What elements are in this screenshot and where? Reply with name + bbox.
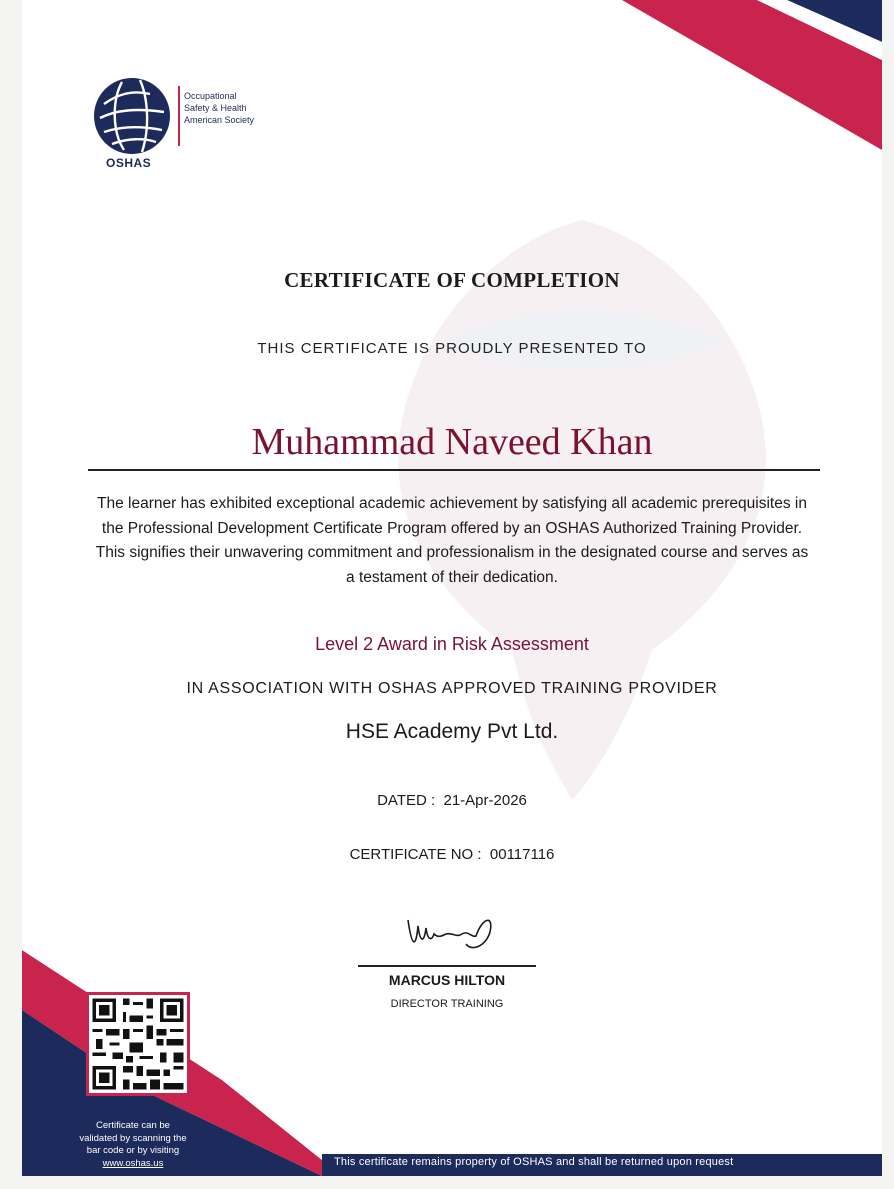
signatory-name: MARCUS HILTON [388, 972, 506, 988]
logo-divider [178, 86, 180, 146]
org-full-name [184, 90, 324, 126]
verification-link[interactable]: www.oshas.us [102, 1157, 164, 1169]
recipient-name: Muhammad Naveed Khan [251, 421, 653, 463]
top-right-band [582, 0, 882, 160]
association-line: IN ASSOCIATION WITH OSHAS APPROVED TRAINING PROVIDER [186, 680, 718, 697]
signatory-role: DIRECTOR TRAINING [390, 998, 504, 1010]
issue-date [22, 792, 882, 809]
certno-label: CERTIFICATE NO : [349, 846, 482, 863]
qr-caption-line: bar code or by visiting [86, 1145, 180, 1156]
course-title: Level 2 Award in Risk Assessment [315, 634, 589, 654]
org-name-line: American Society [184, 115, 255, 125]
dated-label: DATED : [377, 792, 436, 809]
presented-to-line: THIS CERTIFICATE IS PROUDLY PRESENTED TO [257, 340, 647, 357]
qr-caption-line: validated by scanning the [79, 1132, 187, 1144]
footer-note: This certificate remains property of OSHAS and shall be returned upon request [334, 1156, 734, 1168]
signature-icon [402, 908, 502, 960]
certificate-page [22, 0, 882, 1176]
certificate-number [22, 846, 882, 863]
dated-value: 21-Apr-2026 [443, 792, 527, 809]
signature-line [358, 965, 536, 967]
achievement-statement: The learner has exhibited exceptional academic achievement by satisfying all academic prerequisites in the Professional Development Certificate Program offered by an OSHAS Authorized Training Provider. This signifies their unwavering commitment and professionalism in the designated course and serves as a testament of their dedication. [95, 495, 809, 586]
qr-caption [66, 1120, 200, 1170]
name-underline [88, 469, 820, 471]
qr-code-icon [89, 995, 187, 1093]
qr-caption-line: Certificate can be [96, 1120, 170, 1131]
certificate-title: CERTIFICATE OF COMPLETION [284, 268, 620, 292]
verification-qr[interactable] [86, 992, 190, 1096]
training-provider: HSE Academy Pvt Ltd. [345, 720, 559, 743]
org-name-line: Safety & Health [184, 103, 247, 113]
org-abbreviation: OSHAS [106, 156, 152, 170]
globe-icon [92, 76, 172, 156]
org-name-line: Occupational [184, 91, 237, 101]
certno-value: 00117116 [489, 846, 555, 863]
